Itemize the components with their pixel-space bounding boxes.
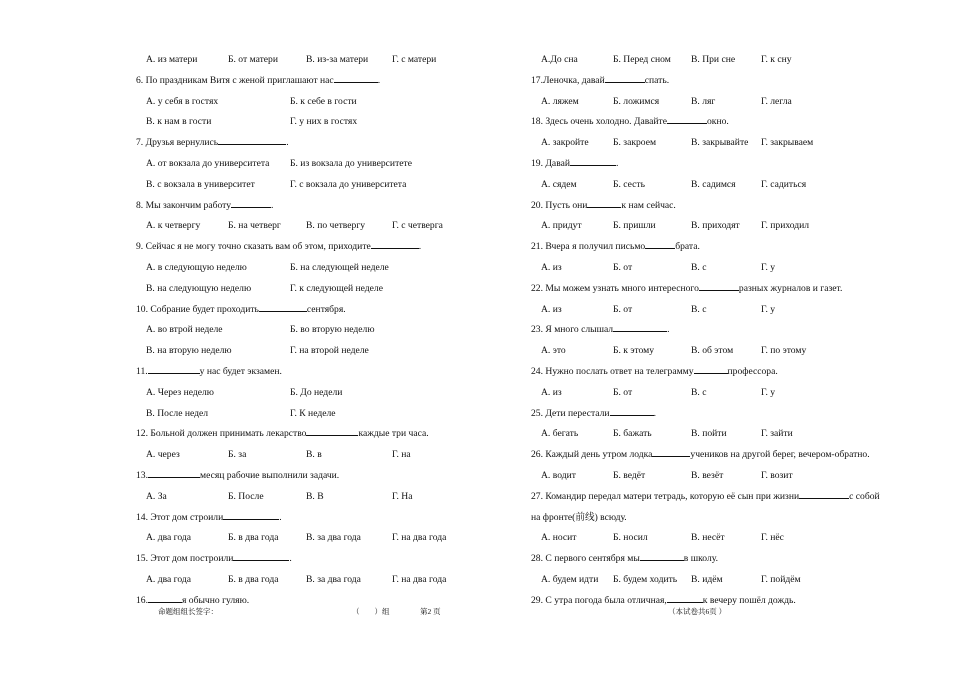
options-line bbox=[136, 528, 526, 549]
answer-option[interactable]: А. у себя в гостях bbox=[146, 95, 219, 107]
answer-option[interactable]: Г. пойдём bbox=[761, 573, 801, 585]
question-text-after-blank: . bbox=[271, 199, 274, 211]
question-text-after-blank: . bbox=[667, 324, 670, 336]
answer-option[interactable]: А. в следующую неделю bbox=[146, 261, 247, 273]
question-text: 14. Этот дом строили bbox=[136, 511, 224, 523]
options-line bbox=[136, 341, 526, 362]
answer-option[interactable]: В. с bbox=[691, 386, 707, 398]
footer-page: 第2 页 bbox=[420, 607, 441, 616]
answer-option[interactable]: Б. бажать bbox=[613, 428, 652, 440]
options-line bbox=[136, 383, 526, 404]
answer-option[interactable]: В. закрывайте bbox=[691, 137, 749, 149]
question-text-after-blank: спать. bbox=[644, 74, 670, 86]
question-line bbox=[136, 133, 526, 154]
question-text: на фронте(前线) всюду. bbox=[531, 511, 627, 523]
question-text-after-blank: . bbox=[377, 74, 381, 86]
question-text: 8. Мы закончим работу bbox=[136, 199, 232, 211]
question-text: 23. Я много слышал bbox=[531, 324, 614, 336]
answer-option[interactable]: В. везёт bbox=[691, 469, 724, 481]
question-line bbox=[136, 424, 526, 445]
answer-option[interactable]: Б. от bbox=[613, 386, 633, 398]
answer-option[interactable]: Г. нёс bbox=[761, 532, 784, 544]
answer-blank[interactable] bbox=[371, 238, 419, 249]
options-line bbox=[531, 383, 951, 404]
answer-option[interactable]: Б. ведёт bbox=[613, 469, 646, 481]
question-text: 11. bbox=[136, 365, 148, 377]
question-text-after-blank: к вечеру пошёл дождь. bbox=[702, 594, 796, 606]
right-column bbox=[531, 50, 951, 612]
question-text: 10. Собрание будет проходить bbox=[136, 303, 259, 315]
answer-option[interactable]: Г. с четверга bbox=[392, 220, 443, 232]
answer-blank[interactable] bbox=[148, 592, 182, 603]
answer-option[interactable]: А. к четвергу bbox=[146, 220, 201, 232]
answer-option[interactable]: Г. закрываем bbox=[761, 137, 814, 149]
answer-option[interactable]: В. пойти bbox=[691, 428, 727, 440]
answer-option[interactable]: В. При сне bbox=[691, 54, 736, 65]
answer-option[interactable]: А. через bbox=[146, 449, 180, 461]
question-text-after-blank: . bbox=[286, 137, 289, 149]
options-line bbox=[531, 570, 951, 591]
options-line bbox=[136, 154, 526, 175]
question-line bbox=[136, 466, 526, 487]
question-line bbox=[136, 196, 526, 217]
question-line bbox=[531, 487, 951, 508]
answer-option[interactable]: Б. пришли bbox=[613, 220, 656, 232]
question-text: 24. Нужно послать ответ на телеграмму bbox=[531, 365, 694, 377]
answer-option[interactable]: Б. в два года bbox=[228, 573, 279, 585]
answer-option[interactable]: В. к нам в гости bbox=[146, 116, 212, 128]
options-line bbox=[136, 216, 526, 237]
answer-option[interactable]: В. на вторую неделю bbox=[146, 345, 232, 357]
answer-option[interactable]: В. из-за матери bbox=[306, 54, 369, 65]
options-line bbox=[136, 487, 526, 508]
options-line bbox=[531, 424, 951, 445]
question-text-after-blank: месяц рабочие выполнили задачи. bbox=[200, 469, 340, 481]
question-line bbox=[136, 508, 526, 529]
options-line bbox=[531, 92, 951, 113]
answer-blank[interactable] bbox=[605, 72, 645, 83]
question-line bbox=[531, 196, 951, 217]
answer-option[interactable]: В. с вокзала в университет bbox=[146, 178, 255, 190]
answer-blank[interactable] bbox=[587, 197, 621, 208]
footer-group: （ ）组 bbox=[352, 607, 390, 616]
question-line bbox=[136, 549, 526, 570]
answer-option[interactable]: Б. к этому bbox=[613, 345, 655, 357]
options-line bbox=[136, 404, 526, 425]
answer-option[interactable]: А. водит bbox=[541, 469, 576, 481]
question-text: 17.Леночка, давай bbox=[531, 74, 605, 86]
question-text-after-blank: сентября. bbox=[306, 303, 346, 315]
answer-option[interactable]: В. за два года bbox=[306, 532, 361, 544]
answer-option[interactable]: Г. на два года bbox=[392, 573, 447, 585]
answer-option[interactable]: Б. До недели bbox=[290, 386, 343, 398]
answer-blank[interactable] bbox=[148, 363, 200, 374]
question-line bbox=[531, 237, 951, 258]
answer-option[interactable]: А. из bbox=[541, 386, 562, 398]
options-line bbox=[531, 300, 951, 321]
answer-blank[interactable] bbox=[218, 134, 286, 145]
question-text: 18. Здесь очень холодно. Давайте bbox=[531, 116, 667, 128]
question-text-after-blank: я обычно гуляю. bbox=[182, 594, 250, 606]
question-text: 19. Давай bbox=[531, 157, 570, 169]
answer-blank[interactable] bbox=[667, 592, 703, 603]
answer-blank[interactable] bbox=[233, 550, 289, 561]
answer-option[interactable]: А. ляжем bbox=[541, 95, 579, 107]
answer-option[interactable]: Г. у них в гостях bbox=[290, 116, 358, 128]
answer-option[interactable]: Б. носил bbox=[613, 532, 648, 544]
question-text-after-blank: учеников на другой берег, вечером-обратно. bbox=[690, 449, 870, 461]
options-line bbox=[531, 341, 951, 362]
answer-option[interactable]: А. из bbox=[541, 303, 562, 315]
answer-option[interactable]: Б. будем ходить bbox=[613, 573, 678, 585]
left-column bbox=[136, 50, 526, 612]
options-line bbox=[531, 133, 951, 154]
question-text: 28. С первого сентября мы bbox=[531, 553, 640, 565]
answer-option[interactable]: А. Через неделю bbox=[146, 386, 214, 398]
question-line bbox=[136, 362, 526, 383]
options-line bbox=[531, 175, 951, 196]
answer-blank[interactable] bbox=[334, 72, 378, 83]
options-line bbox=[136, 92, 526, 113]
answer-option[interactable]: Б. во вторую неделю bbox=[290, 324, 375, 336]
answer-option[interactable]: А. два года bbox=[146, 573, 192, 585]
answer-blank[interactable] bbox=[306, 425, 358, 436]
answer-option[interactable]: А. бегать bbox=[541, 428, 579, 440]
answer-option[interactable]: Г. приходил bbox=[761, 220, 810, 232]
answer-option[interactable]: А. сядем bbox=[541, 178, 577, 190]
answer-blank[interactable] bbox=[148, 467, 200, 478]
question-text: 13. bbox=[136, 469, 148, 481]
footer-total-pages: （本试卷共6页 ） bbox=[668, 607, 727, 616]
question-text-after-blank: разных журналов и газет. bbox=[738, 282, 843, 294]
answer-option[interactable]: А. из bbox=[541, 261, 562, 273]
question-line bbox=[531, 154, 951, 175]
answer-option[interactable]: А. два года bbox=[146, 532, 192, 544]
answer-blank[interactable] bbox=[799, 488, 849, 499]
options-line bbox=[531, 466, 951, 487]
options-line bbox=[531, 50, 951, 71]
answer-option[interactable]: Г. у bbox=[761, 261, 776, 273]
answer-option[interactable]: В. После недел bbox=[146, 407, 209, 419]
question-line bbox=[531, 508, 951, 529]
answer-option[interactable]: В. ляг bbox=[691, 95, 716, 107]
answer-option[interactable]: А. закройте bbox=[541, 137, 589, 149]
options-line bbox=[531, 528, 951, 549]
question-text-after-blank: у нас будет экзамен. bbox=[199, 365, 282, 377]
answer-option[interactable]: Г. на второй неделе bbox=[290, 345, 369, 357]
answer-option[interactable]: Г. с матери bbox=[392, 54, 437, 65]
answer-option[interactable]: Г. К неделе bbox=[290, 407, 336, 419]
answer-blank[interactable] bbox=[652, 446, 690, 457]
answer-option[interactable]: В. на следующую неделю bbox=[146, 282, 252, 294]
question-text: 26. Каждый день утром лодка bbox=[531, 449, 653, 461]
answer-option[interactable]: А. носит bbox=[541, 532, 577, 544]
options-line bbox=[136, 175, 526, 196]
question-line bbox=[531, 279, 951, 300]
question-text: 29. С утра погода была отличная, bbox=[531, 594, 667, 606]
answer-blank[interactable] bbox=[694, 363, 728, 374]
answer-blank[interactable] bbox=[610, 405, 654, 416]
options-line bbox=[531, 216, 951, 237]
question-text: 25. Дети перестали bbox=[531, 407, 610, 419]
answer-option[interactable]: Г. зайти bbox=[761, 428, 793, 440]
question-line bbox=[136, 237, 526, 258]
question-line bbox=[531, 591, 951, 612]
answer-option[interactable]: Г. к сну bbox=[761, 54, 792, 65]
answer-option[interactable]: Б. закроем bbox=[613, 137, 657, 149]
answer-option[interactable]: А. из матери bbox=[146, 54, 198, 65]
answer-option[interactable]: В. об этом bbox=[691, 345, 734, 357]
answer-option[interactable]: Г. у bbox=[761, 386, 776, 398]
answer-option[interactable]: В. идём bbox=[691, 573, 723, 585]
question-text: 9. Сейчас я не могу точно сказать вам об этом, приходите bbox=[136, 241, 371, 253]
answer-option[interactable]: Б. из вокзала до университете bbox=[290, 157, 412, 169]
answer-option[interactable]: В. В bbox=[306, 490, 324, 502]
options-line bbox=[136, 279, 526, 300]
answer-option[interactable]: Г. по этому bbox=[761, 345, 807, 357]
answer-option[interactable]: Б. в два года bbox=[228, 532, 279, 544]
question-text: 6. По праздникам Витя с женой приглашают нас bbox=[136, 74, 334, 86]
question-text: 27. Командир передал матери тетрадь, которую её сын при жизни bbox=[531, 490, 800, 502]
options-line bbox=[136, 112, 526, 133]
question-text-after-blank: . bbox=[616, 157, 619, 169]
answer-option[interactable]: А. от вокзала до университета bbox=[146, 157, 270, 169]
question-line bbox=[531, 112, 951, 133]
answer-blank[interactable] bbox=[259, 301, 307, 312]
answer-option[interactable]: Г. возит bbox=[761, 469, 793, 481]
question-text: 12. Больной должен принимать лекарство bbox=[136, 428, 307, 440]
answer-blank[interactable] bbox=[231, 197, 271, 208]
question-text-after-blank: . bbox=[279, 511, 282, 523]
options-line bbox=[136, 258, 526, 279]
answer-option[interactable]: Г. На bbox=[392, 490, 413, 502]
question-line bbox=[136, 71, 526, 92]
answer-option[interactable]: Г. к следующей неделе bbox=[290, 282, 383, 294]
answer-option[interactable]: Б. После bbox=[228, 490, 264, 502]
options-line bbox=[136, 445, 526, 466]
answer-option[interactable]: В. в bbox=[306, 449, 322, 461]
answer-option[interactable]: Б. от bbox=[613, 261, 633, 273]
question-text: 7. Друзья вернулись bbox=[136, 137, 219, 149]
answer-option[interactable]: Б. сесть bbox=[613, 178, 646, 190]
question-line bbox=[531, 320, 951, 341]
answer-option[interactable]: Г. с вокзала до университета bbox=[290, 178, 407, 190]
answer-blank[interactable] bbox=[645, 238, 675, 249]
answer-blank[interactable] bbox=[613, 321, 667, 332]
question-line bbox=[531, 445, 951, 466]
question-text-after-blank: с собой bbox=[849, 490, 880, 502]
answer-option[interactable]: Г. легла bbox=[761, 95, 792, 107]
answer-option[interactable]: В. садимся bbox=[691, 178, 736, 190]
answer-blank[interactable] bbox=[223, 509, 279, 520]
question-text: 15. Этот дом построили bbox=[136, 553, 234, 565]
question-text: 16. bbox=[136, 594, 148, 606]
answer-option[interactable]: Б. Перед сном bbox=[613, 54, 671, 65]
question-line bbox=[531, 362, 951, 383]
answer-option[interactable]: Б. от bbox=[613, 303, 633, 315]
question-text: 20. Пусть они bbox=[531, 199, 588, 211]
answer-option[interactable]: Б. ложимся bbox=[613, 95, 660, 107]
options-line bbox=[136, 570, 526, 591]
answer-option[interactable]: В. с bbox=[691, 261, 707, 273]
answer-option[interactable]: А. во втрой неделе bbox=[146, 324, 223, 336]
question-line bbox=[531, 549, 951, 570]
answer-option[interactable]: А. будем идти bbox=[541, 573, 599, 585]
question-text: 21. Вчера я получил письмо bbox=[531, 241, 646, 253]
answer-option[interactable]: В. несёт bbox=[691, 532, 725, 544]
answer-option[interactable]: В. по четвергу bbox=[306, 220, 366, 232]
answer-blank[interactable] bbox=[667, 113, 707, 124]
question-text-after-blank: брата. bbox=[675, 241, 700, 253]
question-text-after-blank: . bbox=[418, 241, 422, 253]
footer-signature: 命题组组长签字： bbox=[158, 607, 218, 616]
answer-option[interactable]: Б. за bbox=[228, 449, 247, 461]
question-text-after-blank: окно. bbox=[706, 116, 729, 128]
options-line bbox=[136, 50, 526, 71]
question-line bbox=[531, 71, 951, 92]
options-line bbox=[136, 320, 526, 341]
answer-option[interactable]: Г. садиться bbox=[761, 178, 807, 190]
answer-option[interactable]: Б. к себе в гости bbox=[290, 95, 357, 107]
answer-option[interactable]: А.До сна bbox=[541, 54, 578, 65]
answer-option[interactable]: В. с bbox=[691, 303, 707, 315]
answer-option[interactable]: А. За bbox=[146, 490, 167, 502]
answer-option[interactable]: А. придут bbox=[541, 220, 582, 232]
answer-option[interactable]: Г. у bbox=[761, 303, 776, 315]
answer-blank[interactable] bbox=[699, 280, 739, 291]
answer-option[interactable]: Г. на два года bbox=[392, 532, 447, 544]
answer-blank[interactable] bbox=[570, 155, 616, 166]
question-text: 22. Мы можем узнать много интересного bbox=[531, 282, 699, 294]
answer-option[interactable]: В. приходят bbox=[691, 220, 740, 232]
answer-option[interactable]: Б. от матери bbox=[228, 54, 278, 65]
question-line bbox=[136, 300, 526, 321]
question-text-after-blank: к нам сейчас. bbox=[621, 199, 676, 211]
answer-option[interactable]: Б. на следующей неделе bbox=[290, 261, 389, 273]
answer-option[interactable]: А. это bbox=[541, 345, 566, 357]
question-text-after-blank: профессора. bbox=[727, 365, 778, 377]
answer-option[interactable]: Г. на bbox=[392, 449, 411, 461]
answer-blank[interactable] bbox=[640, 550, 684, 561]
question-text-after-blank: . bbox=[289, 553, 292, 565]
options-line bbox=[531, 258, 951, 279]
question-line bbox=[531, 404, 951, 425]
question-text-after-blank: каждые три часа. bbox=[358, 428, 429, 440]
question-text-after-blank: . bbox=[653, 407, 656, 419]
question-text-after-blank: в школу. bbox=[683, 553, 718, 565]
answer-option[interactable]: Б. на четверг bbox=[228, 220, 281, 232]
answer-option[interactable]: В. за два года bbox=[306, 573, 361, 585]
